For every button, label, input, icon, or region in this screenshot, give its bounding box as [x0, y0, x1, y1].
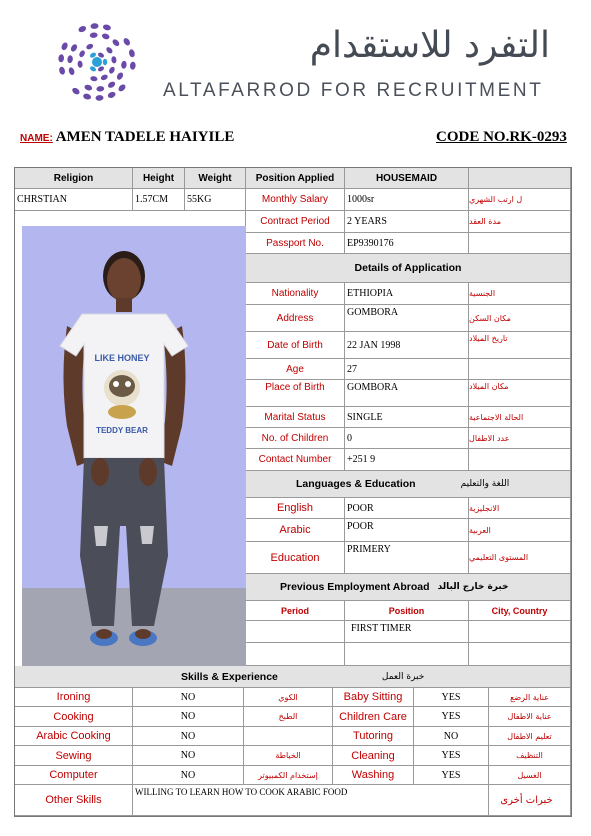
logo-dot [84, 84, 93, 92]
skills-section-title [15, 666, 571, 688]
skill-left-arabic-3: الخياطة [244, 746, 333, 766]
previous-position-cell: FIRST TIMER [345, 621, 469, 643]
address-label: Address [246, 305, 345, 332]
skill-right-label-3: Cleaning [333, 746, 414, 766]
skill-right-arabic-0: عناية الرضع [489, 688, 571, 707]
address-value: GOMBORA [345, 305, 469, 332]
previous-city-cell [469, 621, 571, 643]
skill-right-label-0: Baby Sitting [333, 688, 414, 707]
skill-right-arabic-2: تعليم الاطفال [489, 727, 571, 746]
logo-dot [101, 33, 110, 41]
skill-left-label-2: Arabic Cooking [15, 727, 133, 746]
skill-right-arabic-1: عناية الاطفال [489, 707, 571, 727]
skill-right-arabic-3: التنظيف [489, 746, 571, 766]
english-label: English [246, 498, 345, 519]
weight-value: 55KG [185, 189, 246, 211]
logo-dot [71, 86, 81, 95]
logo-dot [116, 71, 125, 80]
logo-dot [100, 74, 109, 82]
skill-right-value-4: YES [414, 766, 489, 785]
place-of-birth-arabic: مكان الميلاد [469, 380, 571, 407]
logo-dot [102, 24, 111, 32]
logo-dot [128, 49, 135, 58]
position-header-blank [469, 168, 571, 189]
logo-dot [90, 23, 98, 29]
nationality-label: Nationality [246, 283, 345, 305]
candidate-name-row [20, 129, 234, 146]
marital-status-arabic: الحالة الاجتماعية [469, 407, 571, 428]
contract-period-value: 2 YEARS [345, 211, 469, 233]
details-section-title: Details of Application [246, 254, 571, 283]
age-arabic-blank [469, 359, 571, 380]
logo-dot [90, 32, 98, 38]
skill-right-label-2: Tutoring [333, 727, 414, 746]
skill-left-label-3: Sewing [15, 746, 133, 766]
city-country-header: City, Country [469, 601, 571, 621]
nationality-value: ETHIOPIA [345, 283, 469, 305]
skill-left-value-3: NO [133, 746, 244, 766]
age-label: Age [246, 359, 345, 380]
height-header: Height [133, 168, 185, 189]
place-of-birth-label: Place of Birth [246, 380, 345, 407]
arabic-value: POOR [345, 519, 469, 542]
english-value: POOR [345, 498, 469, 519]
logo-dot [82, 93, 91, 101]
logo-dot [111, 56, 117, 64]
logo-dot [103, 59, 107, 65]
position-applied-header: Position Applied [246, 168, 345, 189]
previous-period-cell-2 [246, 643, 345, 666]
education-label: Education [246, 542, 345, 574]
skill-left-arabic-1: الطبخ [244, 707, 333, 727]
english-arabic: الانجليزية [469, 498, 571, 519]
skill-left-arabic-2 [244, 727, 333, 746]
children-label: No. of Children [246, 428, 345, 449]
skill-right-value-3: YES [414, 746, 489, 766]
period-header: Period [246, 601, 345, 621]
skill-right-arabic-4: الغسيل [489, 766, 571, 785]
nationality-arabic: الجنسية [469, 283, 571, 305]
languages-section-title [246, 471, 571, 498]
place-of-birth-value: GOMBORA [345, 380, 469, 407]
logo-dot [90, 76, 98, 82]
address-arabic: مكان السكن [469, 305, 571, 332]
logo-dot [108, 66, 116, 75]
logo-dot [107, 91, 117, 99]
logo-dot [78, 49, 86, 58]
religion-value: CHRSTIAN [15, 189, 133, 211]
logo-dot [111, 38, 120, 47]
monthly-salary-arabic: ل ارتب الشهري [469, 189, 571, 211]
languages-title: Languages & Education [296, 478, 416, 490]
skills-title-arabic: خبرة العمل [381, 671, 425, 682]
logo-dot [96, 86, 104, 92]
candidate-photo [22, 226, 246, 666]
name-label: NAME: [20, 133, 53, 144]
logo-dot [68, 67, 76, 76]
logo-dot [70, 43, 79, 52]
skill-left-label-4: Computer [15, 766, 133, 785]
passport-value: EP9390176 [345, 233, 469, 254]
passport-arabic-blank [469, 233, 571, 254]
contact-arabic-blank [469, 449, 571, 471]
logo-dot [77, 60, 83, 68]
children-value: 0 [345, 428, 469, 449]
candidate-name: AMEN TADELE HAIYILE [55, 129, 235, 145]
candidate-figure-icon [22, 226, 246, 666]
skill-left-value-2: NO [133, 727, 244, 746]
logo-dot [85, 43, 94, 51]
logo-dot [67, 55, 73, 63]
logo-dot [95, 95, 103, 101]
languages-title-arabic: اللغة والتعليم [460, 479, 510, 489]
previous-title: Previous Employment Abroad [280, 581, 430, 593]
skill-left-label-0: Ironing [15, 688, 133, 707]
marital-status-value: SINGLE [345, 407, 469, 428]
previous-title-arabic: خبرة خارج البالد [437, 582, 509, 592]
other-skills-value: WILLING TO LEARN HOW TO COOK ARABIC FOOD [133, 785, 489, 816]
position-applied-value: HOUSEMAID [345, 168, 469, 189]
children-arabic: عدد الاطفال [469, 428, 571, 449]
previous-section-title [246, 574, 571, 601]
skill-right-value-1: YES [414, 707, 489, 727]
arabic-arabic: العربية [469, 519, 571, 542]
skill-left-value-1: NO [133, 707, 244, 727]
religion-header: Religion [15, 168, 133, 189]
previous-position-cell-2 [345, 643, 469, 666]
logo-dot [130, 61, 136, 70]
education-value: PRIMERY [345, 542, 469, 574]
shirt-text-top: LIKE HONEY [94, 353, 150, 363]
skill-left-label-1: Cooking [15, 707, 133, 727]
skill-right-label-4: Washing [333, 766, 414, 785]
dob-value: 22 JAN 1998 [345, 332, 469, 359]
weight-header: Weight [185, 168, 246, 189]
monthly-salary-label: Monthly Salary [246, 189, 345, 211]
contract-period-arabic: مدة العقد [469, 211, 571, 233]
skills-title: Skills & Experience [181, 670, 278, 683]
skill-right-value-2: NO [414, 727, 489, 746]
height-value: 1.57CM [133, 189, 185, 211]
dotted-swirl-logo-icon [55, 20, 139, 104]
photo-top-gap [15, 211, 246, 226]
skill-left-value-0: NO [133, 688, 244, 707]
logo-dot [58, 54, 64, 63]
candidate-code: CODE NO.RK-0293 [436, 129, 567, 145]
marital-status-label: Marital Status [246, 407, 345, 428]
brand-arabic-title: التفرد للاستقدام [309, 25, 550, 66]
contact-value: +251 9 [345, 449, 469, 471]
other-skills-arabic: خبرات أخرى [489, 785, 571, 816]
dob-arabic: تاريخ الميلاد [469, 332, 571, 359]
previous-city-cell-2 [469, 643, 571, 666]
logo-dot [58, 66, 65, 75]
skill-left-arabic-4: إستخدام الكمبيوتر [244, 766, 333, 785]
logo-dot [117, 83, 127, 93]
skill-right-value-0: YES [414, 688, 489, 707]
previous-period-cell [246, 621, 345, 643]
logo-dot [122, 37, 131, 47]
logo-dot [60, 41, 69, 51]
contact-label: Contact Number [246, 449, 345, 471]
dob-label: Date of Birth [246, 332, 345, 359]
skill-right-label-1: Children Care [333, 707, 414, 727]
logo-dot [107, 80, 116, 89]
logo-dot [121, 61, 127, 69]
position-header: Position [345, 601, 469, 621]
skill-left-arabic-0: الكوي [244, 688, 333, 707]
other-skills-label: Other Skills [15, 785, 133, 816]
arabic-label: Arabic [246, 519, 345, 542]
skill-left-value-4: NO [133, 766, 244, 785]
passport-label: Passport No. [246, 233, 345, 254]
age-value: 27 [345, 359, 469, 380]
shirt-text-bottom: TEDDY BEAR [96, 426, 148, 435]
monthly-salary-value: 1000sr [345, 189, 469, 211]
brand-english-title: ALTAFARROD FOR RECRUITMENT [163, 80, 544, 101]
logo-dot [105, 46, 114, 55]
application-form [14, 167, 572, 817]
logo-dot [78, 25, 88, 33]
education-arabic: المستوى التعليمي [469, 542, 571, 574]
contract-period-label: Contract Period [246, 211, 345, 233]
